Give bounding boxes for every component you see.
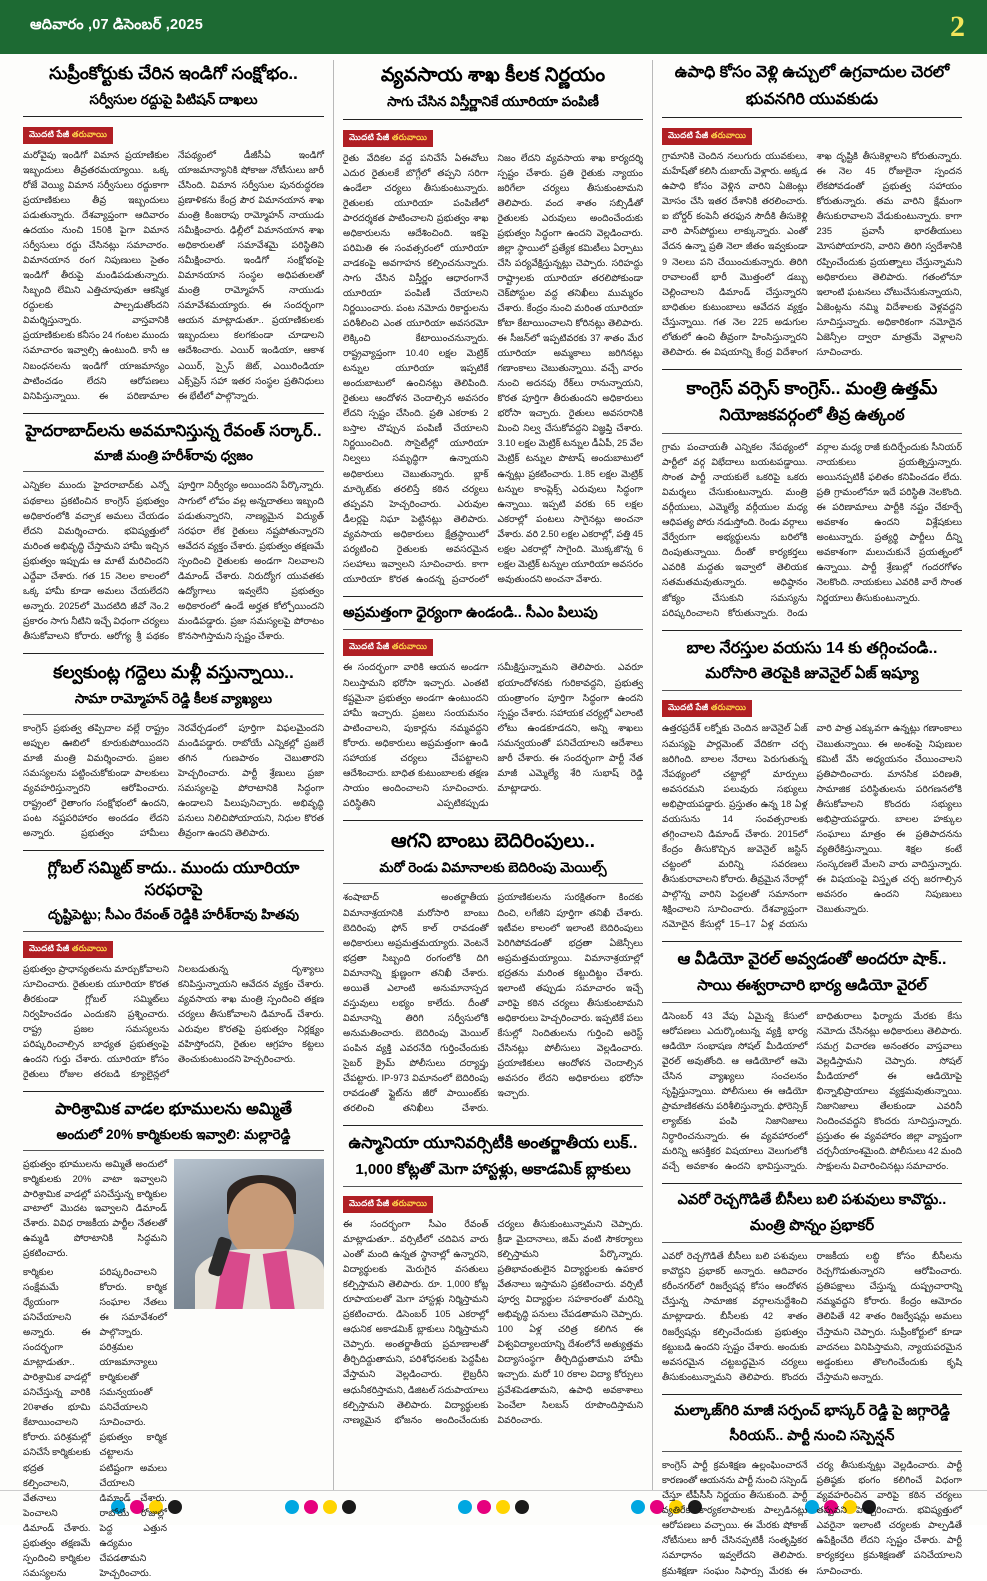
divider	[662, 1242, 962, 1243]
columns-container	[0, 54, 987, 1578]
headline: ఆ వీడియో వైరల్ అవ్వడంతో అందరూ షాక్..	[677, 951, 947, 969]
article-body: కాంగ్రెస్ ప్రభుత్వ తప్పిదాల వల్లే రాష్ట్రం అప్పుల ఊబిలో కూరుకుపోయిందని మాజీ మంత్రి విమర్శించారు. ప్రజల సమస్యలను పట్టించుకోకుండా పాలకులు వ్యవహరిస్తున్నారని ఆరోపించారు. రాష్ట్రంలో రైతాంగం సంక్షోభంలో ఉందని, పంట నష్టపరిహారం అందడం లేదని అన్నారు. ప్రభుత్వం హామీలు నెరవేర్చడంలో పూర్తిగా విఫలమైందని మండిపడ్డారు. రాబోయే ఎన్నికల్లో ప్రజలే తగిన గుణపాఠం చెబుతారని హెచ్చరించారు. పార్టీ శ్రేణులు ప్రజా సమస్యలపై పోరాటానికి సిద్ధంగా ఉండాలని పిలుపునిచ్చారు. అభివృద్ధి పనులు నిలిచిపోయాయని, నిధుల కొరత తీవ్రంగా ఉందని తెలిపారు.	[23, 722, 324, 839]
byline-label: మొదటి పేజీ	[29, 128, 70, 139]
politician-photo	[174, 1159, 324, 1309]
subheadline: మరో రెండు విమానాలకు బెదిరింపు మెయిల్స్	[379, 860, 607, 876]
article-body: మరోవైపు ఇండిగో విమాన ప్రయాణికుల ఇబ్బందులు తీవ్రతరమయ్యాయి. ఒక్క రోజే వెయ్యి విమాన సర్వీసులు రద్దుకాగా ప్రయాణికులు తీవ్ర ఇబ్బందులు పడుతున్నారు. దేశవ్యాప్తంగా ఆదివారం ఉదయం నుంచి 150కి పైగా విమాన సర్వీసులు రద్దు చేసినట్లు సమాచారం. విమానయాన రంగ నిపుణులు సైతం ఇండిగో తీరుపై మండిపడుతున్నారు. సిబ్బంది లేమిని ఎత్తిచూపుతూ ఆకస్మిక రద్దులకు పాల్పడుతోందని విమర్శిస్తున్నారు. వాస్తవానికి ప్రయాణికులకు కనీసం 24 గంటల ముందు సమాచారం ఇవ్వాల్సి ఉంటుంది. కానీ ఆ నిబంధనలను ఇండిగో యాజమాన్యం పాటించడం లేదని ఆరోపణలు వినిపిస్తున్నాయి. ఈ పరిణామాల నేపథ్యంలో డీజీసీఏ ఇండిగో యాజమాన్యానికి షోకాజు నోటీసులు జారీ చేసింది. విమాన సర్వీసుల పునరుద్ధరణ ప్రణాళికను కేంద్ర పౌర విమానయాన శాఖ మంత్రి కింజరాపు రామ్మోహన్ నాయుడు సమీక్షించారు. ఢిల్లీలో విమానయాన శాఖ అధికారులతో సమావేశమై పరిస్థితిని సమీక్షించారు. ఇండిగో సంక్షోభంపై విమానయాన సంస్థల అధిపతులతో మంత్రి రామ్మోహన్ నాయుడు సమావేశమయ్యారు. ఈ సందర్భంగా ఆయన మాట్లాడుతూ.. ప్రయాణికులకు ఇబ్బందులు కలగకుండా చూడాలని ఆదేశించారు. ఎయిర్ ఇండియా, ఆకాశ ఎయిర్, స్పైస్ జెట్, ఎయిరిండియా ఎక్స్‌ప్రెస్ సహా ఇతర సంస్థల ప్రతినిధులు ఈ భేటీలో పాల్గొన్నారు.	[23, 149, 324, 401]
headline: వ్యవసాయ శాఖ కీలక నిర్ణయం	[380, 64, 606, 86]
article-bomb-threat	[343, 828, 643, 1116]
headline: కల్వకుంట్ల గద్దెలు మళ్లీ వస్తున్నాయి..	[53, 661, 294, 682]
article-body: ఎన్నికల ముందు హైదరాబాద్‌కు ఎన్నో పథకాలు ప్రకటించిన కాంగ్రెస్ ప్రభుత్వం అధికారంలోకి వచ్చాక అమలు చేయడం లేదని విమర్శించారు. భవిష్యత్తులో మరింత అభివృద్ధి చేస్తామని హామీ ఇచ్చిన ప్రభుత్వం ఇప్పుడు ఆ మాటే మరిచిందని ఎద్దేవా చేశారు. గత 15 నెలల కాలంలో ఒక్క హామీ కూడా అమలు చేయలేదని అన్నారు. 2025లో మొదటిది జీవో నెం.2 ప్రకారం సాగు నీటిని ఇచ్చే విధంగా చర్యలు తీసుకోవాలని కోరారు. ఆరోగ్య శ్రీ పథకం పూర్తిగా నిర్వీర్యం అయిందని పేర్కొన్నారు. సాగులో లోపం వల్ల అన్నదాతలు ఇబ్బంది పడుతున్నారని, నాణ్యమైన విద్యుత్ సరఫరా లేక రైతులు నష్టపోతున్నారని ఆవేదన వ్యక్తం చేశారు. ప్రభుత్వం తక్షణమే స్పందించి రైతులకు అండగా నిలవాలని డిమాండ్ చేశారు. నిరుద్యోగ యువతకు ఉద్యోగాలు ఇవ్వలేని ప్రభుత్వం అధికారంలో ఉండే అర్హత కోల్పోయిందని మండిపడ్డారు. ప్రజా సమస్యలపై పోరాటం కొనసాగిస్తామని స్పష్టం చేశారు.	[23, 480, 324, 641]
article-photo-figure	[174, 1159, 324, 1309]
headline: సుప్రీంకోర్టుకు చేరిన ఇండిగో సంక్షోభం..	[49, 63, 298, 83]
divider	[23, 116, 324, 117]
article-body: ప్రభుత్వం ప్రాధాన్యతలను మార్చుకోవాలని సూచించారు. రైతులకు యూరియా కొరత తీరకుండా గ్లోబల్ సమ్మిట్‌లు నిర్వహించడం ఎందుకని ప్రశ్నించారు. రాష్ట్ర ప్రజల సమస్యలను పరిష్కరించాల్సిన బాధ్యత ప్రభుత్వంపై ఉందని గుర్తు చేశారు. యూరియా కోసం రైతులు రోజుల తరబడి క్యూలైన్లలో నిలబడుతున్న దృశ్యాలు కనిపిస్తున్నాయని ఆవేదన వ్యక్తం చేశారు. వ్యవసాయ శాఖ మంత్రి స్పందించి తక్షణ చర్యలు తీసుకోవాలని డిమాండ్ చేశారు. ఎరువుల కొరతపై ప్రభుత్వం నిర్లక్ష్యం వహిస్తోందని, రైతుల ఆగ్రహం కట్టలు తెంచుకుంటుందని హెచ్చరించారు.	[23, 963, 324, 1079]
divider	[662, 630, 962, 631]
divider	[662, 369, 962, 370]
divider	[662, 1451, 962, 1452]
subheadline: సాగు చేసిన విస్తీర్ణానికే యూరియా పంపిణీ	[387, 94, 599, 110]
subheadline: నియోజకవర్గంలో తీవ్ర ఉత్కంఠ	[719, 407, 905, 425]
subheadline: సర్వీసుల రద్దుపై పిటిషన్ దాఖలు	[89, 91, 258, 107]
divider	[343, 820, 643, 821]
subheadline: భువనగిరి యువకుడు	[745, 90, 879, 108]
article-congress-vs-congress	[662, 377, 962, 621]
headline: మల్కాజ్‌గిరి మాజీ సర్పంచ్ భాస్కర్ రెడ్డి పై జగ్గారెడ్డి	[674, 1402, 950, 1419]
yellow-dot-icon	[323, 1500, 337, 1514]
subheadline: దృష్టిపెట్టు; సీఎం రేవంత్ రెడ్డికి హరీశ్‌రావు హితవు	[47, 907, 300, 923]
photo-face	[228, 1183, 294, 1258]
subheadline: అందులో 20% కార్మికులకు ఇవ్వాలి: మల్లారెడ్డి	[56, 1126, 291, 1142]
article-body: గ్రామానికి చెందిన నలుగురు యువకులు, మహేష్‌తో కలిసి దుబాయ్ వెళ్లారు. అక్కడ ఉపాధి కోసం వెళ్లిన వారిని ఏజెంట్లు మోసం చేసి ఇతర దేశానికి తరలించారు. ఐ బోర్డర్ కంపెనీ తరఫున సౌదీకి తీసుకెళ్లి వారి పాస్‌పోర్టులు లాక్కున్నారు. ఎంతో వేదన ఉన్నా ప్రతి నెలా జీతం ఇవ్వకుండా 9 నెలలు పని చేయించుకున్నారు. తిరిగి రావాలంటే భారీ మొత్తంలో డబ్బు చెల్లించాలని డిమాండ్ చేస్తున్నారని బాధితుల కుటుంబాలు ఆవేదన వ్యక్తం చేస్తున్నాయి. గత నెల 225 అడుగుల లోతులో ఉంచి తీవ్రంగా హింసిస్తున్నారని తెలిపారు. ఈ విషయాన్ని కేంద్ర విదేశాంగ శాఖ దృష్టికి తీసుకెళ్లాలని కోరుతున్నారు. ఈ నెల 45 రోజులైనా స్పందన లేకపోవడంతో ప్రభుత్వ సహాయం కోరుతున్నారు. తమ వారిని క్షేమంగా తీసుకురావాలని వేడుకుంటున్నారు. కాగా 235 ప్రవాసీ భారతీయులు మోసపోయారని, వారిని తిరిగి స్వదేశానికి రప్పించేందుకు ప్రయత్నాలు చేస్తున్నామని అధికారులు తెలిపారు. గతంలోనూ ఇలాంటి ఘటనలు చోటుచేసుకున్నాయని, ఏజెంట్లను నమ్మి విదేశాలకు వెళ్లవద్దని సూచిస్తున్నారు. అధికారికంగా నమోదైన ఏజెన్సీల ద్వారా మాత్రమే వెళ్లాలని సూచించారు.	[662, 151, 962, 357]
subheadline: మరోసారి తెరపైకి జువెనైల్ ఏజ్ ఇష్యూ	[705, 665, 919, 683]
article-minister-ponnam	[662, 1191, 962, 1384]
headline: బాల నేరస్తుల వయసు 14 కు తగ్గించండి..	[686, 639, 938, 657]
byline-continued: తరువాయి	[71, 942, 108, 953]
byline-continued: తరువాయి	[391, 131, 428, 142]
cyan-dot-icon	[631, 1500, 645, 1514]
divider	[23, 850, 324, 851]
article-body: ఉత్తరప్రదేశ్ లక్నోకు చెందిన జువెనైల్ ఏజ్ సమస్యపై పార్లమెంట్ వేదికగా చర్చ జరిగింది. బాలల నేరాలు పెరుగుతున్న నేపథ్యంలో చట్టాల్లో మార్పులు అవసరమని పలువురు సభ్యులు అభిప్రాయపడ్డారు. ప్రస్తుతం ఉన్న 18 ఏళ్ల వయసును 14 సంవత్సరాలకు తగ్గించాలని డిమాండ్ చేశారు. 2015లో కేంద్రం తీసుకొచ్చిన జువెనైల్ జస్టిస్ చట్టంలో మరిన్ని సవరణలు తీసుకురావాలని కోరారు. తీవ్రమైన నేరాల్లో పాల్గొన్న వారిని పెద్దలతో సమానంగా శిక్షించాలని సూచించారు. దేశవ్యాప్తంగా నమోదైన కేసుల్లో 15–17 ఏళ్ల వయసు వారి పాత్ర ఎక్కువగా ఉన్నట్లు గణాంకాలు చెబుతున్నాయి. ఈ అంశంపై నిపుణుల కమిటీ వేసి అధ్యయనం చేయించాలని ప్రతిపాదించారు. మానసిక పరిణతి, సామాజిక పరిస్థితులను పరిగణనలోకి తీసుకోవాలని కొందరు సభ్యులు అభిప్రాయపడ్డారు. బాలల హక్కుల సంఘాలు మాత్రం ఈ ప్రతిపాదనను వ్యతిరేకిస్తున్నాయి. శిక్షల కంటే సంస్కరణలే మేలని వారు వాదిస్తున్నారు. ఈ విషయంపై విస్తృత చర్చ జరగాల్సిన అవసరం ఉందని నిపుణులు చెబుతున్నారు.	[662, 723, 962, 930]
article-agri-decision	[343, 62, 643, 587]
byline-continued: తరువాయి	[391, 1198, 428, 1208]
headline: కాంగ్రెస్ వర్సెస్ కాంగ్రెస్.. మంత్రి ఉత్తమ్	[686, 377, 938, 398]
subheadline: 1,000 కోట్లతో మెగా హాస్టళ్లు, అకాడమిక్ బ్లాకులు	[355, 1160, 631, 1178]
article-juvenile-age	[662, 638, 962, 933]
article-viral-audio	[662, 949, 962, 1174]
byline-label: మొదటి పేజీ	[668, 130, 709, 141]
divider	[343, 119, 643, 120]
article-lead: ప్రభుత్వం భూములను అమ్మితే అందులో కార్మికులకు 20% వాటా ఇవ్వాలని పారిశ్రామిక వాడల్లో పనిచేస్తున్న కార్మికుల వాటాలో మొదట ఇవ్వాలని డిమాండ్ చేశారు. వివిధ రాజకీయ పార్టీల నేతలతో ఉమ్మడి పోరాటానికి సిద్ధమని ప్రకటించారు.	[23, 1158, 167, 1259]
divider	[662, 1394, 962, 1395]
byline-label: మొదటి పేజీ	[349, 131, 390, 142]
divider	[23, 471, 324, 472]
headline: అప్రమత్తంగా ధైర్యంగా ఉండండి.. సీఎం పిలుపు	[343, 604, 598, 621]
byline-label: మొదటి పేజీ	[349, 641, 390, 652]
article-body: డిసెంబర్ 43 వేపు ఏమైన్న కేసులో ఆరోపణలు ఎదుర్కొంటున్న వ్యక్తి భార్య ఆడియో సంభాషణ సోషల్ మీడియాలో వైరల్ అవుతోంది. ఆ ఆడియోలో ఆమె చేసిన వ్యాఖ్యలు సంచలనం సృష్టిస్తున్నాయి. పోలీసులు ఈ ఆడియో ప్రామాణికతను పరిశీలిస్తున్నారు. ఫోరెన్సిక్ ల్యాబ్‌కు పంపి నిజానిజాలు నిర్ధారించనున్నారు. ఈ వ్యవహారంలో మరిన్ని ఆసక్తికర విషయాలు వెలుగులోకి వచ్చే అవకాశం ఉందని భావిస్తున్నారు. బాధితురాలు ఫిర్యాదు మేరకు కేసు నమోదు చేసినట్లు అధికారులు తెలిపారు. సమగ్ర విచారణ అనంతరం వాస్తవాలు వెల్లడిస్తామని చెప్పారు. సోషల్ మీడియాలో ఈ ఆడియోపై భిన్నాభిప్రాయాలు వ్యక్తమవుతున్నాయి. నిజానిజాలు తేలకుండా ఎవరినీ నిందించవద్దని కొందరు సూచిస్తున్నారు. ప్రస్తుతం ఈ వ్యవహారం జిల్లా వ్యాప్తంగా చర్చనీయాంశమైంది. పోలీసులు 42 మంది సాక్షులను విచారించినట్లు సమాచారం.	[662, 1010, 962, 1172]
article-body: శంషాబాద్ అంతర్జాతీయ విమానాశ్రయానికి మరోసారి బాంబు బెదిరింపు ఫోన్ కాల్ రావడంతో అధికారులు అప్రమత్తమయ్యారు. వెంటనే భద్రతా సిబ్బంది రంగంలోకి దిగి విమానాన్ని క్షుణ్ణంగా తనిఖీ చేశారు. అయితే ఎలాంటి అనుమానాస్పద వస్తువులు లభ్యం కాలేదు. దీంతో విమానాన్ని తిరిగి సర్వీసులోకి అనుమతించారు. బెదిరింపు మెయిల్ పంపిన వ్యక్తి ఎవరనేది గుర్తించేందుకు సైబర్ క్రైమ్ పోలీసులు దర్యాప్తు చేపట్టారు. IP-973 విమానంలో బెదిరింపు రావడంతో ఫ్లైట్‌ను జీరో పాయింట్‌కు తరలించి తనిఖీలు చేశారు. ప్రయాణికులను సురక్షితంగా కిందకు దించి, లగేజీని పూర్తిగా తనిఖీ చేశారు. ఇటీవల కాలంలో ఇలాంటి బెదిరింపులు పెరిగిపోవడంతో భద్రతా ఏజెన్సీలు అప్రమత్తమయ్యాయి. విమానాశ్రయాల్లో భద్రతను మరింత కట్టుదిట్టం చేశారు. ఇలాంటి తప్పుడు సమాచారం ఇచ్చే వారిపై కఠిన చర్యలు తీసుకుంటామని అధికారులు హెచ్చరించారు. ఇప్పటికే పలు కేసుల్లో నిందితులను గుర్తించి అరెస్ట్ చేసినట్లు పోలీసులు వెల్లడించారు. ప్రయాణికులు ఆందోళన చెందాల్సిన అవసరం లేదని అధికారులు భరోసా ఇచ్చారు.	[343, 892, 643, 1114]
divider	[662, 690, 962, 691]
divider	[343, 596, 643, 597]
byline-continued: తరువాయి	[710, 702, 747, 713]
article-body: ఈ సందర్భంగా వారికి ఆయన అండగా నిలుస్తామని భరోసా ఇచ్చారు. ఎంతటి కష్టమైనా ప్రభుత్వం అండగా ఉంటుందని హామీ ఇచ్చారు. ప్రజలు సంయమనం పాటించాలని, పుకార్లను నమ్మవద్దని కోరారు. అధికారులు అప్రమత్తంగా ఉండి సహాయక చర్యలు చేపట్టాలని ఆదేశించారు. బాధిత కుటుంబాలకు తక్షణ సాయం అందించాలని సూచించారు. పరిస్థితిని ఎప్పటికప్పుడు సమీక్షిస్తున్నామని తెలిపారు. ఎవరూ భయాందోళనకు గురికావద్దని, ప్రభుత్వ యంత్రాంగం పూర్తిగా సిద్ధంగా ఉందని స్పష్టం చేశారు. సహాయక చర్యల్లో ఎలాంటి లోటు ఉండకూడదని, అన్ని శాఖలు సమన్వయంతో పనిచేయాలని ఆదేశాలు జారీ చేశారు. ఈ సందర్భంగా పార్టీ నేత మాజీ ఎమ్మెల్యే శేరి సుభాష్ రెడ్డి మాట్లాడారు.	[343, 662, 643, 808]
byline-badge	[662, 128, 752, 145]
subheadline: మంత్రి పొన్నం ప్రభాకర్	[749, 1217, 875, 1235]
divider	[662, 433, 962, 434]
byline-label: మొదటి పేజీ	[349, 1198, 390, 1208]
masthead	[0, 0, 987, 54]
divider	[662, 941, 962, 942]
headline: ఉపాధి కోసం వెళ్లి ఉచ్చులో ఉగ్రవాదుల చెరలో	[674, 64, 950, 81]
byline-badge	[23, 941, 113, 958]
article-bhuvanagiri-youth	[662, 62, 962, 360]
article-global-summit	[23, 858, 324, 1082]
publication-date: ఆదివారం ,07 డిసెంబర్ ,2025	[30, 17, 204, 33]
byline-label: మొదటి పేజీ	[668, 702, 709, 713]
article-kaleshwaram	[23, 661, 324, 841]
article-malkajgiri-suspension	[662, 1402, 962, 1579]
divider	[23, 653, 324, 654]
article-body: ఈ సందర్భంగా సీఎం రేవంత్ మాట్లాడుతూ.. వర్సిటీలో చదివిన వారు ఎంతో మంది ఉన్నత స్థానాల్లో ఉన్నారని, విద్యార్థులకు మెరుగైన వసతులు కల్పిస్తామని తెలిపారు. రూ. 1,000 కోట్ల రూపాయలతో మెగా హాస్టళ్లు నిర్మిస్తామని ప్రకటించారు. డిసెంబర్ 105 ఎకరాల్లో ఆధునిక అకాడమిక్ బ్లాకులు నిర్మిస్తామని చెప్పారు. అంతర్జాతీయ ప్రమాణాలతో తీర్చిదిద్దుతామని, పరిశోధనలకు పెద్దపీట వేస్తామని వెల్లడించారు. లైబ్రరీని ఆధునీకరిస్తామని, డిజిటల్ సదుపాయాలు కల్పిస్తామని తెలిపారు. విద్యార్థులకు నాణ్యమైన భోజనం అందించేందుకు చర్యలు తీసుకుంటున్నామని చెప్పారు. క్రీడా మైదానాలు, జిమ్ వంటి సౌకర్యాలు కల్పిస్తామని పేర్కొన్నారు. ప్రతిభావంతులైన విద్యార్థులకు ఉపకార వేతనాలు ఇస్తామని ప్రకటించారు. వర్సిటీ పూర్వ విద్యార్థుల సహకారంతో మరిన్ని అభివృద్ధి పనులు చేపడతామని చెప్పారు. 100 ఏళ్ల చరిత్ర కలిగిన ఈ విశ్వవిద్యాలయాన్ని దేశంలోనే అత్యుత్తమ విద్యాసంస్థగా తీర్చిదిద్దుతామని హామీ ఇచ్చారు. మరో 10 రకాల విద్యా కోర్సులు ప్రవేశపెడతామని, ఉపాధి అవకాశాలు పెంచేలా సిలబస్ రూపొందిస్తామని వివరించారు.	[343, 1219, 643, 1425]
byline-badge	[662, 700, 752, 717]
byline-label: మొదటి పేజీ	[29, 942, 70, 953]
article-industrial-land	[23, 1099, 324, 1581]
article-body: కార్మికుల సంక్షేమమే ధ్యేయంగా పనిచేయాలని అన్నారు. ఈ సందర్భంగా మాట్లాడుతూ.. పారిశ్రామిక వాడల్లో పనిచేస్తున్న వారికి 20శాతం భూమి కేటాయించాలని కోరారు. పరిశ్రమల్లో పనిచేసే కార్మికులకు భద్రత కల్పించాలని, వేతనాలు పెంచాలని డిమాండ్ చేశారు. ప్రభుత్వం తక్షణమే స్పందించి కార్మికుల సమస్యలను పరిష్కరించాలని కోరారు. కార్మిక సంఘాల నేతలు ఈ సమావేశంలో పాల్గొన్నారు. పరిశ్రమల యాజమాన్యాలు కార్మికులతో సమన్వయంతో పనిచేయాలని సూచించారు. ప్రభుత్వం కార్మిక చట్టాలను పటిష్టంగా అమలు చేయాలని డిమాండ్ చేశారు. రాబోయే రోజుల్లో పెద్ద ఎత్తున ఉద్యమం చేపడతామని హెచ్చరించారు.	[23, 1266, 167, 1578]
column-3	[652, 60, 971, 1576]
byline-continued: తరువాయి	[710, 130, 747, 141]
subheadline: సాయి ఈశ్వరాచారి భార్య ఆడియో వైరల్	[697, 976, 927, 994]
divider	[23, 1150, 324, 1151]
subheadline: సామా రామ్మోహన్ రెడ్డి కీలక వ్యాఖ్యలు	[74, 690, 273, 706]
subheadline: సీరియస్.. పార్టీ నుంచి సస్పెన్షన్	[729, 1427, 895, 1444]
byline-continued: తరువాయి	[391, 641, 428, 652]
headline: ఉస్మానియా యూనివర్సిటీకి అంతర్జాతీయ లుక్..	[348, 1135, 638, 1153]
headline: పారిశ్రామిక వాడల భూములను అమ్మితే	[55, 1100, 292, 1118]
divider	[23, 1091, 324, 1092]
divider	[343, 883, 643, 884]
cyan-dot-icon	[458, 1500, 472, 1514]
divider	[662, 117, 962, 118]
article-body: కాంగ్రెస్ పార్టీ క్రమశిక్షణ ఉల్లంఘించారనే కారణంతో ఆయనను పార్టీ నుంచి సస్పెండ్ చేస్తూ టీపీసీసీ నిర్ణయం తీసుకుంది. పార్టీ వ్యతిరేక కార్యకలాపాలకు పాల్పడినట్లు ఆరోపణలు వచ్చాయి. ఈ మేరకు షోకాజ్ నోటీసులు జారీ చేసినప్పటికీ సంతృప్తికర సమాధానం ఇవ్వలేదని తెలిపారు. క్రమశిక్షణా సంఘం సిఫార్సు మేరకు ఈ చర్య తీసుకున్నట్లు వెల్లడించారు. పార్టీ ప్రతిష్ఠకు భంగం కలిగించే విధంగా వ్యవహరించిన వారిపై కఠిన చర్యలు తప్పవని హెచ్చరించారు. భవిష్యత్తులో ఎవరైనా ఇలాంటి చర్యలకు పాల్పడితే ఉపేక్షించేది లేదని స్పష్టం చేశారు. పార్టీ కార్యకర్తలు క్రమశిక్షణతో పనిచేయాలని సూచించారు.	[662, 1460, 962, 1576]
article-osmania-university	[343, 1133, 643, 1428]
subheadline: మాజీ మంత్రి హరీశ్‌రావు ధ్వజం	[94, 448, 253, 464]
divider	[23, 931, 324, 932]
byline-badge	[23, 127, 113, 144]
yellow-dot-icon	[496, 1500, 510, 1514]
byline-badge	[343, 130, 433, 147]
magenta-dot-icon	[477, 1500, 491, 1514]
column-1	[14, 60, 333, 1578]
divider	[662, 1002, 962, 1003]
article-body: రైతు వేదికల వద్ద పనిచేసే ఏఈవోలు ఎదుర రైతులకే బొగ్గేలో తప్పని సరిగా ఉండేలా చర్యలు తీసుకుంటున్నారు. రైతులకు యూరియా పంపిణీలో పారదర్శకత పాటించాలని ప్రభుత్వం శాఖ అధికారులను ఆదేశించింది. ఇకపై పరిమితి ఈ సంవత్సరంలో యూరియా వాడకంపై అవగాహన కల్పించనున్నారు. సాగు చేసిన విస్తీర్ణం ఆధారంగానే యూరియా పంపిణీ చేయాలని నిర్ణయించారు. పంట నమోదు రికార్డులను పరిశీలించి ఎంత యూరియా అవసరమో లెక్కించి కేటాయించనున్నారు. రాష్ట్రవ్యాప్తంగా 10.40 లక్షల మెట్రిక్ టన్నుల యూరియా ఇప్పటికే అందుబాటులో ఉంచినట్లు తెలిపింది. రైతులు ఆందోళన చెందాల్సిన అవసరం లేదని స్పష్టం చేసింది. ప్రతి ఎకరాకు 2 బస్తాల చొప్పున పంపిణీ చేయాలని నిర్ణయించింది. సొసైటీల్లో యూరియా నిల్వలు సమృద్ధిగా ఉన్నాయని అధికారులు చెబుతున్నారు. బ్లాక్ మార్కెట్‌కు తరలిస్తే కఠిన చర్యలు తప్పవని హెచ్చరించారు. ఎరువుల డీలర్లపై నిఘా పెట్టినట్లు తెలిపారు. వ్యవసాయ అధికారులు క్షేత్రస్థాయిలో పర్యటించి రైతులకు అవసరమైన సలహాలు ఇవ్వాలని సూచించారు. కాగా యూరియా కొరత ఉందన్న ప్రచారంలో నిజం లేదని వ్యవసాయ శాఖ కార్యదర్శి స్పష్టం చేశారు. ప్రతి రైతుకు న్యాయం జరిగేలా చర్యలు తీసుకుంటామని తెలిపారు. వంద శాతం సబ్సిడీతో రైతులకు ఎరువులు అందించేందుకు ప్రభుత్వం సిద్ధంగా ఉందని వెల్లడించారు. జిల్లా స్థాయిలో ప్రత్యేక కమిటీలు ఏర్పాటు చేసి పర్యవేక్షిస్తున్నట్లు చెప్పారు. సరిహద్దు రాష్ట్రాలకు యూరియా తరలిపోకుండా చెక్‌పోస్టుల వద్ద తనిఖీలు ముమ్మరం చేశారు. కేంద్రం నుంచి మరింత యూరియా కోటా కేటాయించాలని కోరినట్లు తెలిపారు. ఈ సీజన్‌లో ఇప్పటివరకు 37 శాతం మేర యూరియా అమ్మకాలు జరిగినట్లు గణాంకాలు చెబుతున్నాయి. వచ్చే వారం నుంచి అదనపు రేక్‌లు రానున్నాయని, కొరత పూర్తిగా తీరుతుందని అధికారులు భరోసా ఇచ్చారు. రైతులు అవసరానికి మించి నిల్వ చేసుకోవద్దని విజ్ఞప్తి చేశారు. 3.10 లక్షల మెట్రిక్ టన్నుల డీఏపీ, 25 వేల మెట్రిక్ టన్నుల పొటాష్ అందుబాటులో ఉన్నట్లు ప్రకటించారు. 1.85 లక్షల మెట్రిక్ టన్నుల కాంప్లెక్స్ ఎరువులు సిద్ధంగా ఉన్నాయి. ఇప్పటి వరకు 65 లక్షల ఎకరాల్లో పంటలు సాగైనట్లు అంచనా వేశారు. వరి 2.50 లక్షల ఎకరాల్లో, పత్తి 45 లక్షల ఎకరాల్లో సాగైంది. మొక్కజొన్న 6 లక్షల మెట్రిక్ టన్నుల యూరియా అవసరం అవుతుందని అంచనా వేశారు.	[343, 152, 643, 584]
black-dot-icon	[515, 1500, 529, 1514]
black-dot-icon	[342, 1500, 356, 1514]
divider	[343, 1186, 643, 1187]
headline: ఎవరో రెచ్చగొడితే బీసీలు బలి పశువులు కావొద్దు..	[677, 1192, 947, 1209]
page-number: 2	[950, 10, 965, 43]
divider	[343, 629, 643, 630]
divider	[662, 1183, 962, 1184]
registration-dot-group	[458, 1500, 529, 1514]
byline-continued: తరువాయి	[71, 128, 108, 139]
column-2	[333, 60, 652, 1490]
divider	[23, 714, 324, 715]
article-revanth-sarkar	[23, 421, 324, 644]
article-body: గ్రామ పంచాయతీ ఎన్నికల నేపథ్యంలో పార్టీలో వర్గ విభేదాలు బయటపడ్డాయి. సొంత పార్టీ నాయకులే ఒకరిపై ఒకరు విమర్శలు చేసుకుంటున్నారు. మంత్రి వర్గీయులు, ఎమ్మెల్యే వర్గీయుల మధ్య ఆధిపత్య పోరు నడుస్తోంది. రెండు వర్గాలు వేర్వేరుగా అభ్యర్థులను బరిలోకి దింపుతున్నాయి. దీంతో కార్యకర్తలు ఎవరికి మద్దతు ఇవ్వాలో తెలియక సతమతమవుతున్నారు. అధిష్ఠానం జోక్యం చేసుకుని సమస్యను పరిష్కరించాలని కోరుతున్నారు. రెండు వర్గాల మధ్య రాజీ కుదిర్చేందుకు సీనియర్ నాయకులు ప్రయత్నిస్తున్నారు. అయినప్పటికీ ఫలితం కనిపించడం లేదు. ప్రతి గ్రామంలోనూ ఇదే పరిస్థితి నెలకొంది. ఈ పరిణామాలు పార్టీకి నష్టం చేకూర్చే అవకాశం ఉందని విశ్లేషకులు అంటున్నారు. ప్రత్యర్థి పార్టీలు దీన్ని అవకాశంగా మలుచుకునే ప్రయత్నంలో ఉన్నాయి. పార్టీ శ్రేణుల్లో గందరగోళం నెలకొంది. నాయకులు ఎవరికి వారే సొంత నిర్ణయాలు తీసుకుంటున్నారు.	[662, 442, 962, 618]
article-body: ఎవరో రెచ్చగొడితే బీసీలు బలి పశువులు కావొద్దని ప్రభాకర్ అన్నారు. ఆదివారం కరీంనగర్‌లో రిజర్వేషన్ల కోసం ఆందోళన చేస్తున్న సామాజిక వర్గాలనుద్దేశించి మాట్లాడారు. బీసీలకు 42 శాతం రిజర్వేషన్లు కల్పించేందుకు ప్రభుత్వం కట్టుబడి ఉందని స్పష్టం చేశారు. అందుకు అవసరమైన చట్టబద్ధమైన చర్యలు తీసుకుంటున్నామని తెలిపారు. కొందరు రాజకీయ లబ్ధి కోసం బీసీలను రెచ్చగొడుతున్నారని ఆరోపించారు. ప్రతిపక్షాలు చేస్తున్న దుష్ప్రచారాన్ని నమ్మవద్దని కోరారు. కేంద్రం ఆమోదం తెలిపితే 42 శాతం రిజర్వేషన్లు అమలు చేస్తామని చెప్పారు. సుప్రీంకోర్టులో కూడా వాదనలు వినిపిస్తామని, న్యాయపరమైన అడ్డంకులు తొలగించేందుకు కృషి చేస్తామని అన్నారు.	[662, 1251, 962, 1382]
headline: గ్లోబల్ సమ్మిట్ కాదు.. ముందు యూరియా సరఫరాపై	[47, 860, 300, 899]
byline-badge	[343, 1196, 433, 1213]
headline: ఆగని బాంబు బెదిరింపులు..	[390, 829, 596, 852]
article-indigo-distress	[23, 62, 324, 404]
divider	[23, 413, 324, 414]
divider	[343, 1125, 643, 1126]
article-cm-alert	[343, 604, 643, 811]
headline: హైదరాబాద్‌లను అవమానిస్తున్న రేవంత్ సర్కార్..	[25, 422, 322, 440]
byline-badge	[343, 639, 433, 656]
